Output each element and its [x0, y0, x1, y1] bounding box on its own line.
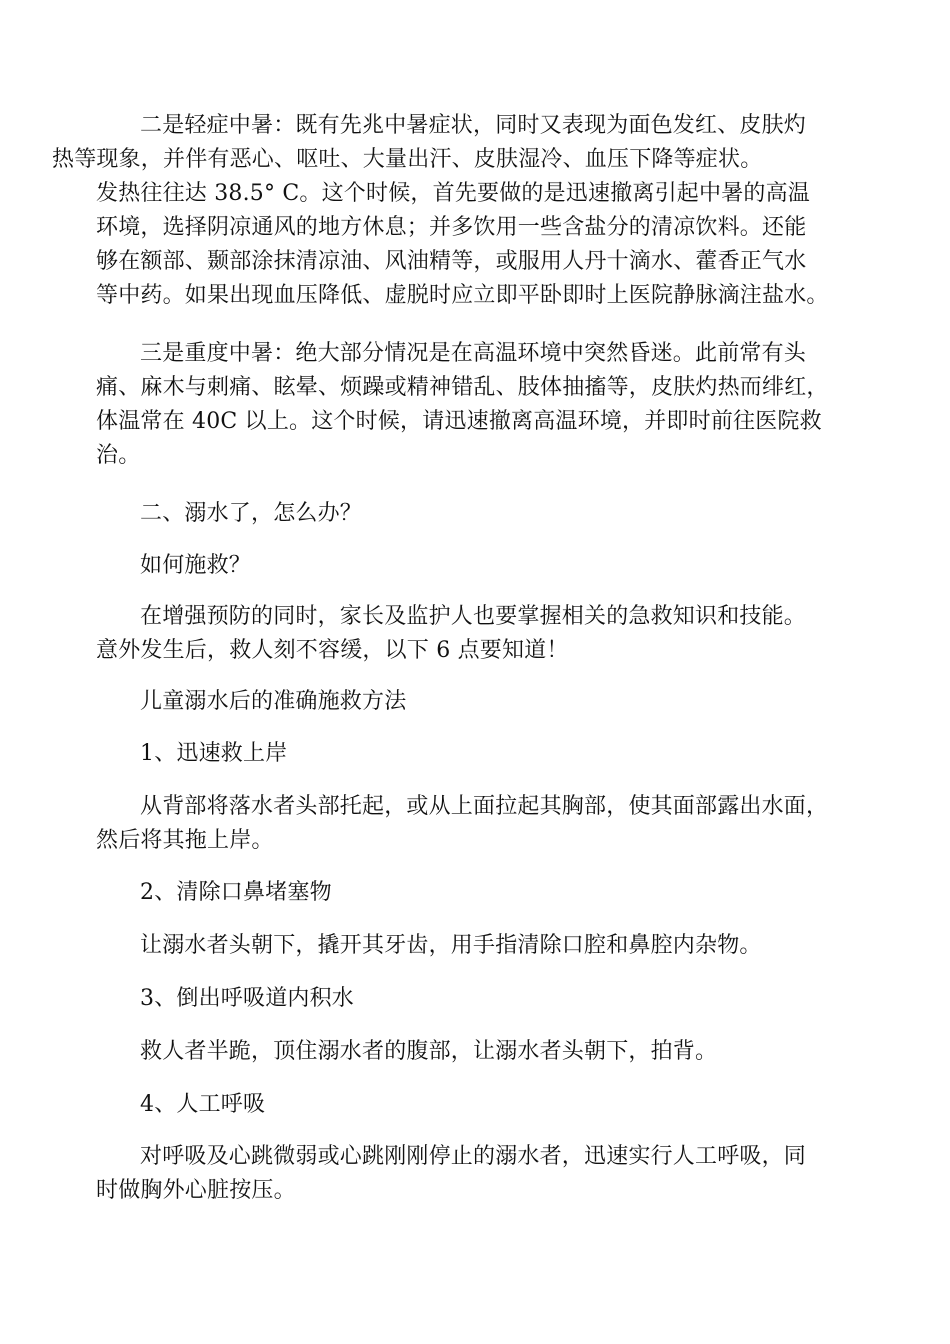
text-line: 儿童溺水后的准确施救方法	[140, 689, 407, 714]
text-line: 从背部将落水者头部托起，或从上面拉起其胸部，使其面部露出水面，	[140, 794, 829, 819]
text-line: 对呼吸及心跳微弱或心跳刚刚停止的溺水者，迅速实行人工呼吸，同	[140, 1144, 807, 1169]
section-heading-drowning	[96, 497, 866, 531]
text-line: 2、清除口鼻堵塞物	[140, 880, 332, 905]
text-line: 二、溺水了，怎么办？	[140, 501, 363, 526]
step-3-body	[96, 1035, 866, 1069]
text-line: 治。	[96, 443, 141, 468]
text-line: 在增强预防的同时，家长及监护人也要掌握相关的急救知识和技能。	[140, 604, 807, 629]
text-line: 三是重度中暑：绝大部分情况是在高温环境中突然昏迷。此前常有头	[140, 341, 807, 366]
text-line: 体温常在 40C 以上。这个时候，请迅速撤离高温环境，并即时前往医院救	[96, 409, 822, 434]
step-4-body	[96, 1140, 866, 1208]
step-2-heading	[96, 876, 866, 910]
text-line: 二是轻症中暑：既有先兆中暑症状，同时又表现为面色发红、皮肤灼	[140, 113, 807, 138]
text-line: 4、人工呼吸	[140, 1092, 266, 1117]
text-line: 3、倒出呼吸道内积水	[140, 986, 354, 1011]
paragraph-prevention	[96, 600, 866, 668]
step-4-heading	[96, 1088, 866, 1122]
text-line: 意外发生后，救人刻不容缓，以下 6 点要知道！	[96, 638, 569, 663]
paragraph-severe-heatstroke	[96, 337, 866, 473]
step-1-heading	[96, 737, 866, 771]
text-line: 够在额部、颞部涂抹清凉油、风油精等，或服用人丹十滴水、藿香正气水	[96, 249, 807, 274]
subheading-how-to-rescue	[96, 549, 866, 583]
text-line: 等中药。如果出现血压降低、虚脱时应立即平卧即时上医院静脉滴注盐水。	[96, 283, 829, 308]
paragraph-mild-heatstroke	[52, 109, 866, 313]
subheading-rescue-methods	[96, 685, 866, 719]
text-line: 救人者半跪，顶住溺水者的腹部，让溺水者头朝下，拍背。	[140, 1039, 718, 1064]
text-line: 发热往往达 38.5° C。这个时候，首先要做的是迅速撤离引起中暑的高温	[96, 181, 811, 206]
step-3-heading	[96, 982, 866, 1016]
text-line: 1、迅速救上岸	[140, 741, 288, 766]
text-line: 让溺水者头朝下，撬开其牙齿，用手指清除口腔和鼻腔内杂物。	[140, 933, 762, 958]
step-2-body	[96, 929, 866, 963]
text-line: 环境，选择阴凉通风的地方休息；并多饮用一些含盐分的清凉饮料。还能	[96, 215, 807, 240]
text-line: 痛、麻木与刺痛、眩晕、烦躁或精神错乱、肢体抽搐等，皮肤灼热而绯红，	[96, 375, 829, 400]
text-line: 热等现象，并伴有恶心、呕吐、大量出汗、皮肤湿冷、血压下降等症状。	[52, 147, 763, 172]
text-line: 时做胸外心脏按压。	[96, 1178, 296, 1203]
text-line: 如何施救？	[140, 553, 252, 578]
text-line: 然后将其拖上岸。	[96, 828, 274, 853]
step-1-body	[96, 790, 866, 858]
